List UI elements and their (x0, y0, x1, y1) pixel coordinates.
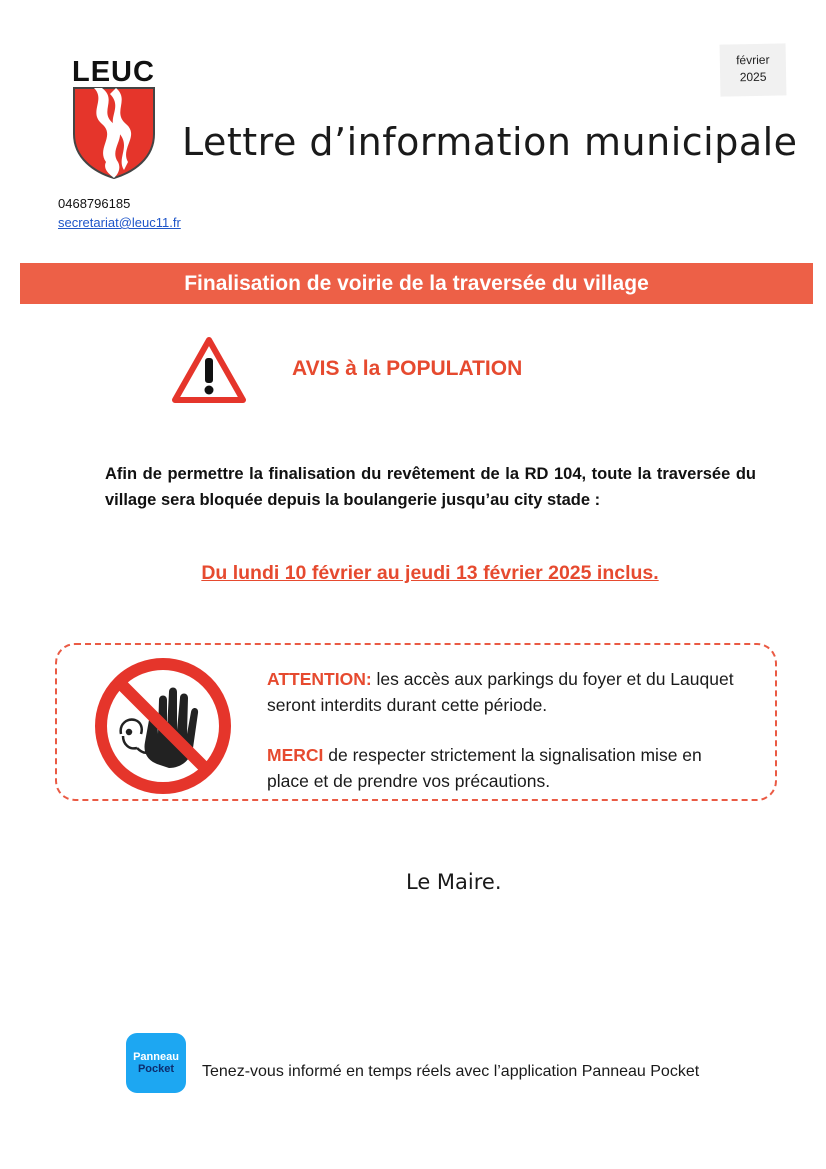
footer-text: Tenez-vous informé en temps réels avec l’application Panneau Pocket (202, 1063, 700, 1080)
attention-text (267, 666, 737, 794)
no-entry-hand-icon (93, 656, 233, 796)
warning-triangle-icon (172, 336, 246, 404)
coat-of-arms-logo (72, 86, 156, 180)
email-link[interactable]: secretariat@leuc11.fr (58, 215, 181, 230)
phone-number: 0468796185 (58, 196, 131, 211)
mayor-signature: Le Maire. (406, 870, 502, 894)
page-title: Lettre d’information municipale (182, 120, 798, 164)
attention-paragraph (267, 666, 737, 718)
merci-message: de respecter strictement la signalisation mise en place et de prendre vos précautions. (267, 745, 702, 791)
app-icon-line2: Pocket (137, 1063, 175, 1075)
merci-paragraph (267, 742, 737, 794)
commune-name: LEUC (72, 56, 155, 88)
date-month: février (736, 52, 770, 68)
attention-message: les accès aux parkings du foyer et du Lauquet seront interdits durant cette période. (267, 669, 734, 715)
date-year: 2025 (739, 69, 767, 85)
attention-label: ATTENTION: (267, 669, 372, 689)
merci-label: MERCI (267, 745, 324, 765)
date-badge (720, 43, 787, 96)
subject-banner: Finalisation de voirie de la traversée du village (20, 263, 813, 304)
notice-paragraph: Afin de permettre la finalisation du revêtement de la RD 104, toute la traversée du village sera bloquée depuis la boulangerie jusqu’au city stade : (105, 465, 756, 509)
app-icon-line1: Panneau (133, 1051, 179, 1063)
panneau-pocket-app-icon[interactable] (126, 1033, 186, 1093)
closure-dates: Du lundi 10 février au jeudi 13 février 2025 inclus. (201, 562, 659, 584)
notice-heading: AVIS à la POPULATION (292, 357, 523, 380)
